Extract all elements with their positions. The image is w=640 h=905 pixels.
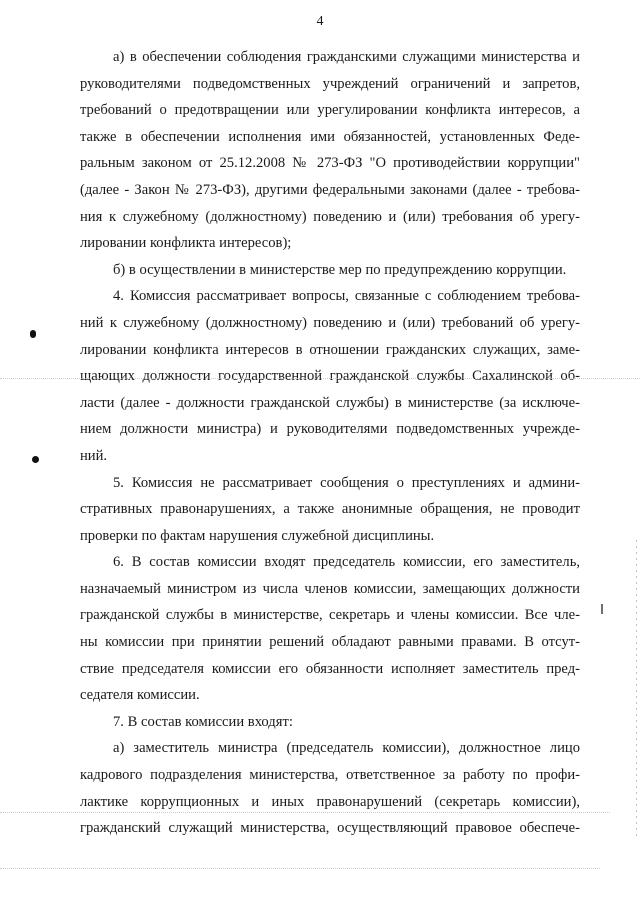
text-line: требований о предотвращении или урегулировании конфликта интересов, а [80, 102, 580, 119]
text-line: ний. [80, 447, 108, 464]
text-line: лировании конфликта интересов); [80, 235, 292, 252]
text-line: гражданский служащий министерства, осуществляющий правовое обеспече- [80, 820, 580, 837]
text-line: 6. В состав комиссии входят председатель комиссии, его заместитель, [113, 554, 580, 571]
page-number: 4 [316, 14, 324, 29]
text-line: щающих должности государственной гражданской службы Сахалинской об- [80, 368, 580, 385]
text-line: нием должности министра) и руководителями подведомственных учрежде- [80, 421, 580, 438]
text-line: гражданской службы в министерстве, секретарь и члены комиссии. Все чле- [80, 607, 580, 624]
text-line: ния к служебному (должностному) поведению и (или) требования об урегу- [80, 208, 580, 225]
scan-noise-line [0, 378, 640, 379]
text-line: лировании конфликта интересов в отношении гражданских служащих, заме- [80, 341, 580, 358]
scan-noise-line [0, 812, 610, 813]
document-body [80, 44, 580, 842]
text-line: назначаемый министром из числа членов комиссии, замещающих должности [80, 580, 580, 597]
scan-edge-artifact [636, 540, 637, 840]
text-line: а) в обеспечении соблюдения гражданскими служащими министерства и [113, 49, 580, 65]
scan-noise-line [0, 868, 600, 869]
text-line: 5. Комиссия не рассматривает сообщения о преступлениях и админи- [113, 474, 580, 491]
text-line: 7. В состав комиссии входят: [113, 713, 293, 730]
text-line: ласти (далее - должности гражданской службы) в министерстве (за исключе- [80, 394, 580, 411]
text-line: кадрового подразделения министерства, ответственное за работу по профи- [80, 767, 580, 784]
text-line: а) заместитель министра (председатель комиссии), должностное лицо [113, 740, 580, 757]
scan-speck [30, 330, 36, 338]
text-line: б) в осуществлении в министерстве мер по предупреждению коррупции. [113, 261, 567, 278]
text-line: ствие председателя комиссии его обязанности исполняет заместитель пред- [80, 660, 580, 677]
text-line: стративных правонарушениях, а также анонимные обращения, не проводит [80, 501, 580, 518]
scan-speck [601, 604, 603, 614]
scan-speck [32, 456, 39, 463]
text-line: 4. Комиссия рассматривает вопросы, связанные с соблюдением требова- [113, 288, 580, 305]
text-line: руководителями подведомственных учреждений ограничений и запретов, [80, 75, 580, 92]
text-line: ны комиссии при принятии решений обладают равными правами. В отсут- [80, 634, 580, 651]
text-line: седателя комиссии. [80, 687, 200, 704]
text-line: проверки по фактам нарушения служебной дисциплины. [80, 527, 435, 544]
text-line: (далее - Закон № 273-ФЗ), другими федеральными законами (далее - требова- [80, 181, 580, 198]
text-line: ний к служебному (должностному) поведению и (или) требований об урегу- [80, 314, 580, 331]
text-line: ральным законом от 25.12.2008 № 273-ФЗ "О противодействии коррупции" [80, 155, 580, 172]
text-line: также в обеспечении исполнения ими обязанностей, установленных Феде- [80, 128, 580, 145]
text-line: лактике коррупционных и иных правонарушений (секретарь комиссии), [80, 793, 580, 810]
